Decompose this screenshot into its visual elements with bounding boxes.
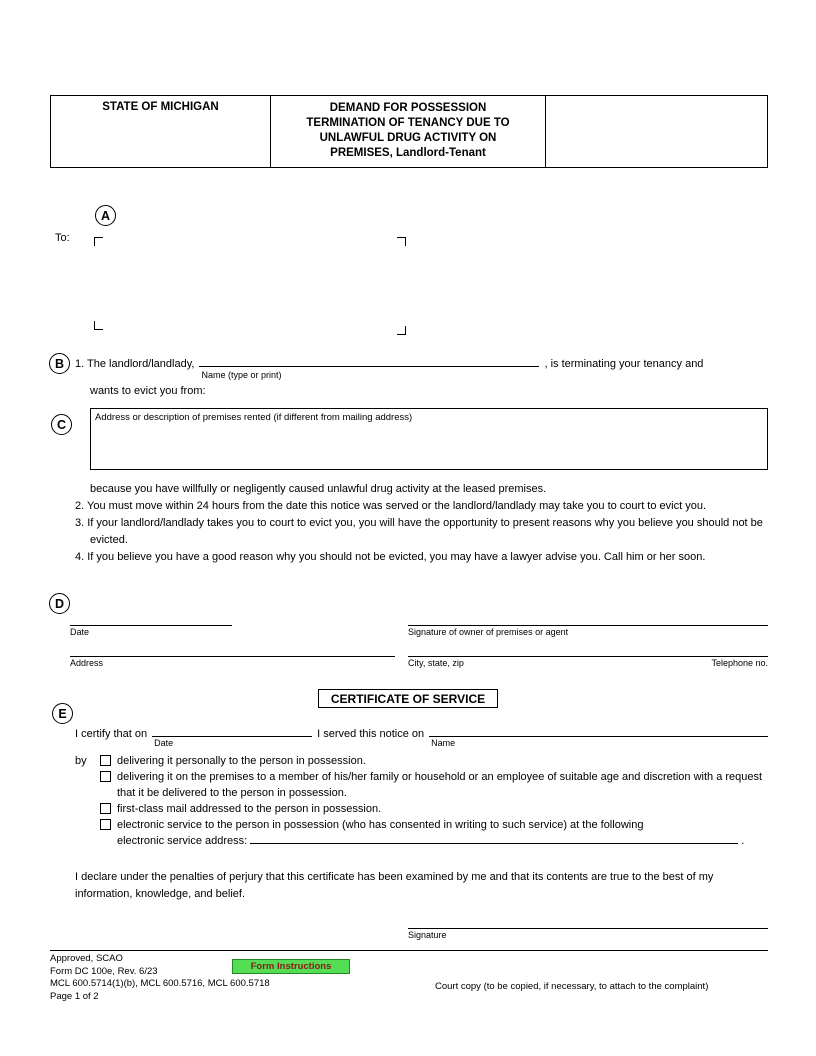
service-date-label: Date <box>154 738 174 748</box>
to-label: To: <box>55 232 70 244</box>
address-label: Address <box>70 658 104 668</box>
notice-item-4: 4. If you believe you have a good reason why you should not be evicted, you may have a lawyer advise you. Call him or her soon. <box>75 551 706 563</box>
served-name-label: Name <box>431 738 456 748</box>
form-number: Form DC 100e, Rev. 6/23 <box>50 965 158 977</box>
header-empty-cell <box>546 96 767 167</box>
certifier-signature-field[interactable] <box>408 928 768 940</box>
address-field[interactable] <box>70 656 395 668</box>
form-header <box>50 95 768 168</box>
form-title-line: PREMISES, Landlord-Tenant <box>330 147 486 159</box>
item1-pre-text: 1. The landlord/landlady, <box>75 358 195 370</box>
certify-mid-text: I served this notice on <box>317 728 425 740</box>
service-method-household: delivering it on the premises to a member of his/her family or household or an employee of suitable age and discretion with a request that it be delivered to the person in possession. <box>100 769 768 801</box>
owner-signature-label: Signature of owner of premises or agent <box>408 627 569 637</box>
header-state-cell <box>51 96 271 167</box>
item1-post-text: , is terminating your tenancy and <box>544 358 704 370</box>
form-instructions-button[interactable]: Form Instructions <box>232 959 350 974</box>
service-date-field[interactable] <box>152 725 312 748</box>
by-label: by <box>75 755 87 767</box>
approved-label: Approved, SCAO <box>50 953 123 964</box>
notice-paragraphs <box>75 481 765 566</box>
mcl-citations: MCL 600.5714(1)(b), MCL 600.5716, MCL 600.5718 <box>50 978 270 990</box>
owner-signature-field[interactable] <box>408 625 768 637</box>
checkbox-first-class-mail[interactable] <box>100 803 111 814</box>
name-type-print-label: Name (type or print) <box>201 370 282 380</box>
date-field[interactable] <box>70 625 232 637</box>
city-state-zip-field[interactable] <box>408 656 768 668</box>
service-method-mail: first-class mail addressed to the person in possession. <box>100 801 768 817</box>
because-clause: because you have willfully or negligently caused unlawful drug activity at the leased premises. <box>90 483 547 495</box>
premises-box-label: Address or description of premises rented (if different from mailing address) <box>95 412 413 423</box>
electronic-method-text: electronic service to the person in possession (who has consented in writing to such service) at the following <box>117 819 644 831</box>
electronic-address-field[interactable] <box>250 834 738 844</box>
notice-item-3: 3. If your landlord/landlady takes you to court to evict you, you will have the opportunity to present reasons why you believe you should not be evicted. <box>75 517 763 546</box>
form-title-line: DEMAND FOR POSSESSION <box>329 102 487 114</box>
state-label: STATE OF MICHIGAN <box>102 101 219 113</box>
item1-cont-text: wants to evict you from: <box>90 385 206 397</box>
bracket-top-left-icon <box>94 237 103 246</box>
form-title-line: TERMINATION OF TENANCY DUE TO <box>306 117 510 129</box>
electronic-suffix: . <box>741 835 745 847</box>
marker-c: C <box>51 414 72 435</box>
date-label: Date <box>70 627 90 637</box>
marker-b: B <box>49 353 70 374</box>
service-methods <box>75 753 768 849</box>
served-name-field[interactable] <box>429 725 768 748</box>
notice-item-2: 2. You must move within 24 hours from the date this notice was served or the landlord/landlady may take you to court to evict you. <box>75 500 707 512</box>
perjury-declaration: I declare under the penalties of perjury that this certificate has been examined by me and that its contents are true to the best of my information, knowledge, and belief. <box>75 871 714 900</box>
certify-pre-text: I certify that on <box>75 728 148 740</box>
court-copy-note: Court copy (to be copied, if necessary, to attach to the complaint) <box>435 981 709 992</box>
certificate-of-service-title: CERTIFICATE OF SERVICE <box>318 689 498 708</box>
city-label: City, state, zip <box>408 658 464 668</box>
marker-e: E <box>52 703 73 724</box>
landlord-name-field[interactable] <box>199 355 539 380</box>
electronic-address-label: electronic service address: <box>117 835 248 847</box>
header-title-cell <box>271 96 546 167</box>
premises-description-field[interactable] <box>90 408 768 470</box>
notice-item-1 <box>75 355 768 397</box>
marker-d: D <box>49 593 70 614</box>
service-method-personal: delivering it personally to the person in possession. <box>100 753 768 769</box>
checkbox-electronic-service[interactable] <box>100 819 111 830</box>
marker-a: A <box>95 205 116 226</box>
phone-label: Telephone no. <box>711 658 768 668</box>
certify-line <box>75 725 768 748</box>
checkbox-personal-delivery[interactable] <box>100 755 111 766</box>
page-number: Page 1 of 2 <box>50 991 99 1003</box>
bracket-bottom-left-icon <box>94 321 103 330</box>
checkbox-household-delivery[interactable] <box>100 771 111 782</box>
bracket-top-right-icon <box>397 237 406 246</box>
signature-label: Signature <box>408 930 447 940</box>
bracket-bottom-right-icon <box>397 326 406 335</box>
form-title-line: UNLAWFUL DRUG ACTIVITY ON <box>319 132 497 144</box>
footer-divider <box>50 950 768 951</box>
service-method-electronic <box>100 817 768 849</box>
